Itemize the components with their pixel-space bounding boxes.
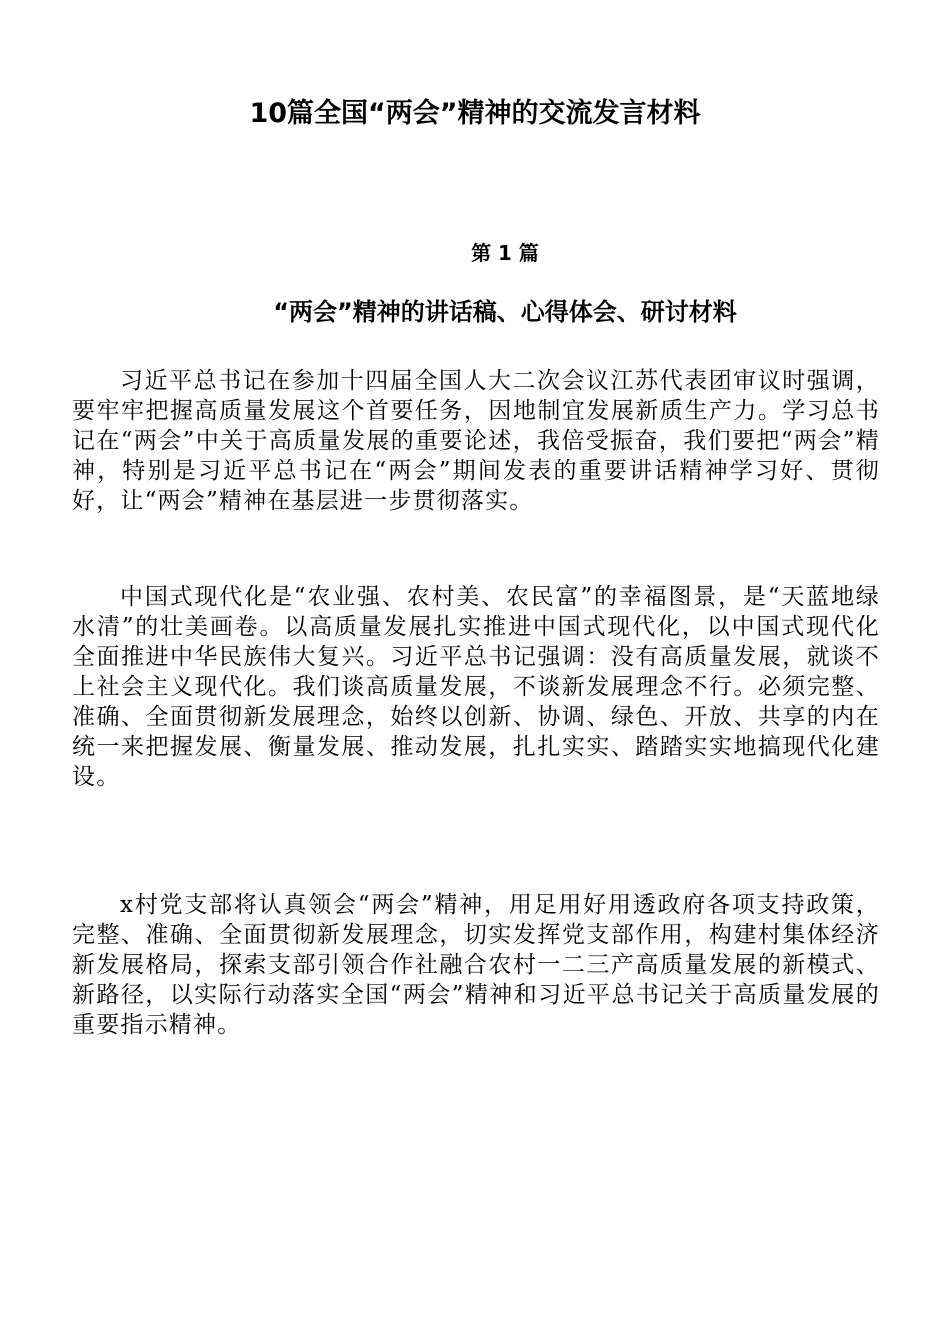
body-paragraph-1: 习近平总书记在参加十四届全国人大二次会议江苏代表团审议时强调，要牢牢把握高质量发展这个首要任务，因地制宜发展新质生产力。学习总书记在“两会”中关于高质量发展的重要论述，我倍受振奋，我们要把“两会”精神，特别是习近平总书记在“两会”期间发表的重要讲话精神学习好、贯彻好，让“两会”精神在基层进一步贯彻落实。 (72, 368, 880, 514)
body-paragraph-3: x村党支部将认真领会“两会”精神，用足用好用透政府各项支持政策，完整、准确、全面贯彻新发展理念，切实发挥党支部作用，构建村集体经济新发展格局，探索支部引领合作社融合农村一二三产高质量发展的新模式、新路径，以实际行动落实全国“两会”精神和习近平总书记关于高质量发展的重要指示精神。 (72, 892, 880, 1038)
body-paragraph-2: 中国式现代化是“农业强、农村美、农民富”的幸福图景，是“天蓝地绿水清”的壮美画卷。以高质量发展扎实推进中国式现代化，以中国式现代化全面推进中华民族伟大复兴。习近平总书记强调：没有高质量发展，就谈不上社会主义现代化。我们谈高质量发展，不谈新发展理念不行。必须完整、准确、全面贯彻新发展理念，始终以创新、协调、绿色、开放、共享的内在统一来把握发展、衡量发展、推动发展，扎扎实实、踏踏实实地搞现代化建设。 (72, 584, 880, 790)
section-title: “两会”精神的讲话稿、心得体会、研讨材料 (273, 298, 737, 326)
document-title: 10篇全国“两会”精神的交流发言材料 (249, 98, 701, 129)
section-label: 第 1 篇 (471, 241, 539, 265)
